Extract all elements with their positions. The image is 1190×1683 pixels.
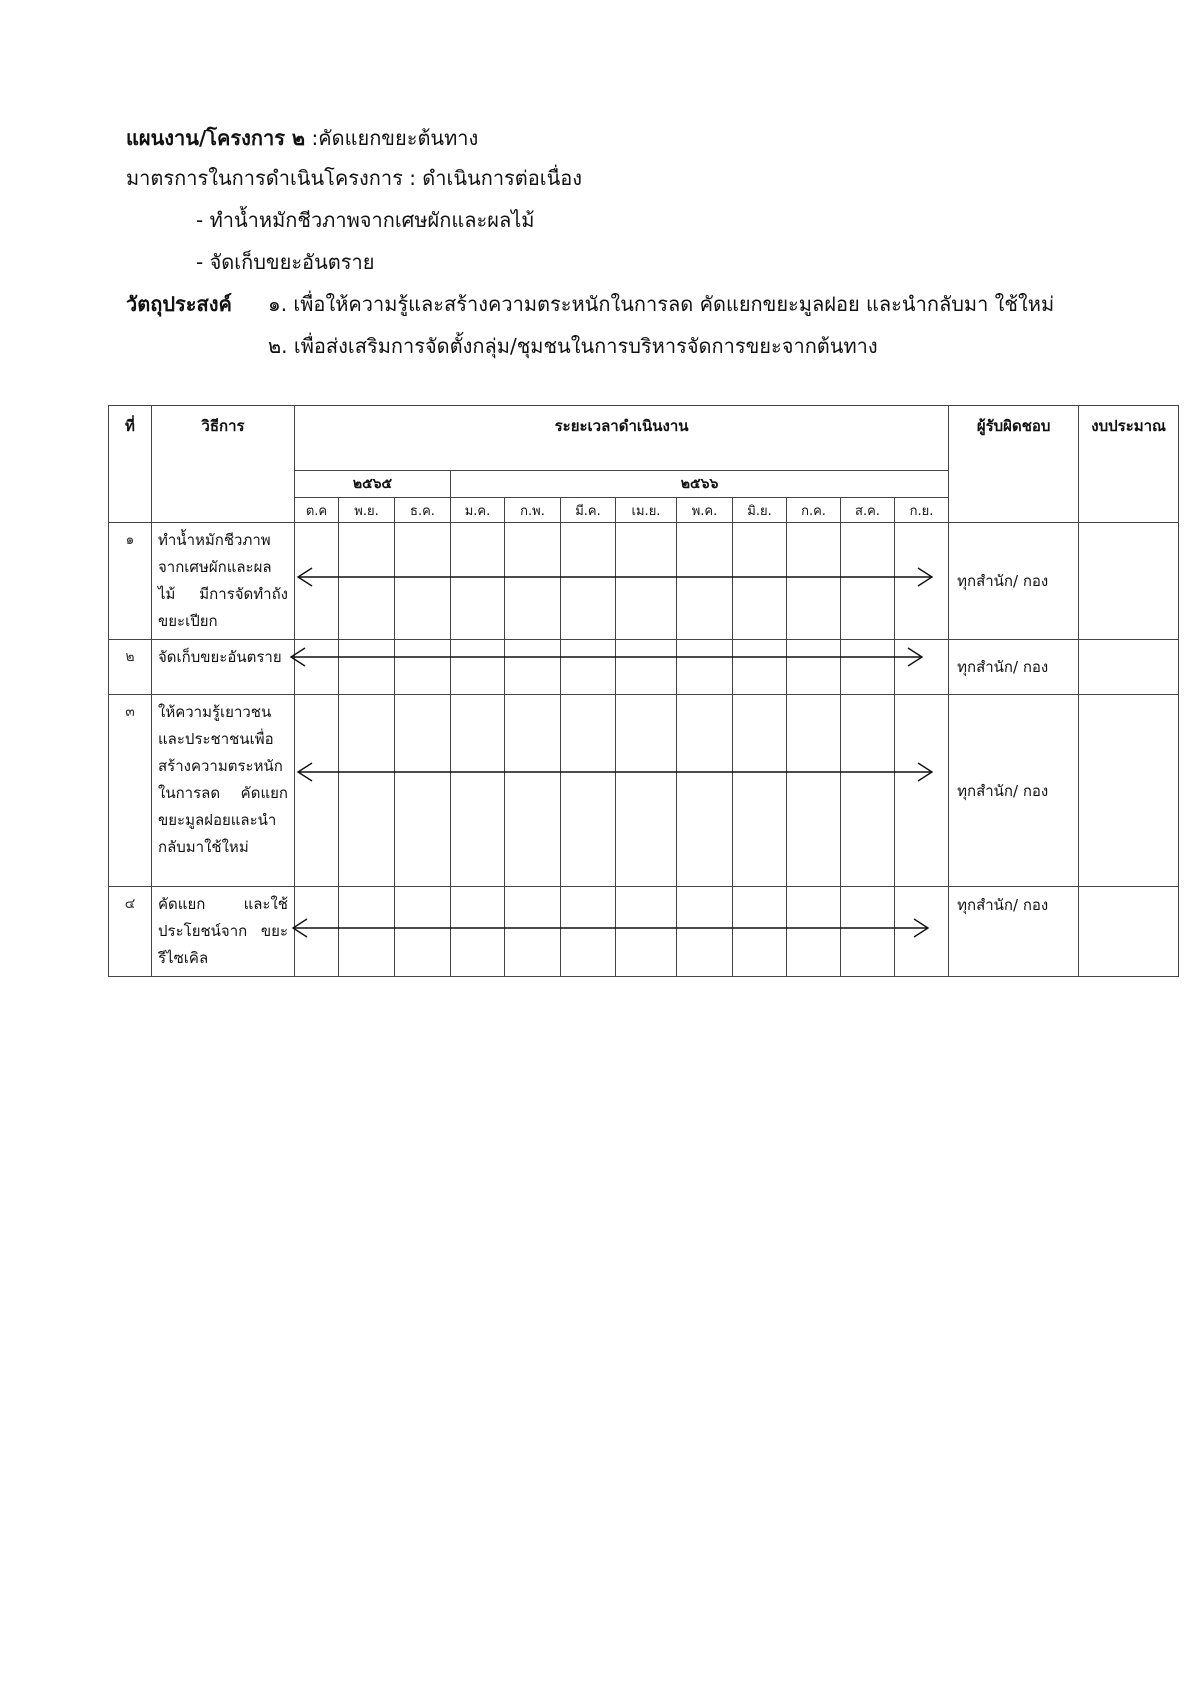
row-responsible: ทุกสำนัก/ กอง	[949, 887, 1079, 977]
header-month: ธ.ค.	[395, 498, 451, 523]
header-month: ต.ค	[295, 498, 339, 523]
header-month: ส.ค.	[841, 498, 895, 523]
plan-heading	[126, 122, 478, 154]
table-row	[109, 887, 1179, 977]
header-month: ม.ค.	[451, 498, 505, 523]
measures-line: มาตรการในการดำเนินโครงการ : ดำเนินการต่อเนื่อง	[126, 166, 583, 190]
header-month: มิ.ย.	[733, 498, 787, 523]
row-responsible: ทุกสำนัก/ กอง	[949, 640, 1079, 695]
row-number: ๓	[109, 695, 152, 887]
header-year: ๒๕๖๕	[295, 471, 451, 498]
measure-item: - จัดเก็บขยะอันตราย	[196, 250, 375, 274]
objective-line-2: ๒. เพื่อส่งเสริมการจัดตั้งกลุ่ม/ชุมชนในการบริหารจัดการขยะจากต้นทาง	[268, 334, 878, 358]
header-month: ก.ย.	[895, 498, 949, 523]
plan-title: :คัดแยกขยะต้นทาง	[305, 126, 479, 150]
header-month: พ.ย.	[339, 498, 395, 523]
objective-text: ๑. เพื่อให้ความรู้และสร้างความตระหนักในการลด คัดแยกขยะมูลฝอย และนำกลับมา ใช้ใหม่	[268, 292, 1055, 316]
row-method: คัดแยก และใช้ประโยชน์จาก ขยะรีไซเคิล	[152, 887, 295, 977]
row-number: ๑	[109, 523, 152, 640]
header-budget: งบประมาณ	[1079, 406, 1179, 523]
header-year: ๒๕๖๖	[451, 471, 949, 498]
header-month: เม.ย.	[616, 498, 677, 523]
header-month: มี.ค.	[561, 498, 616, 523]
row-budget	[1079, 695, 1179, 887]
row-budget	[1079, 640, 1179, 695]
header-month: ก.พ.	[505, 498, 561, 523]
table-row	[109, 640, 1179, 695]
table-row	[109, 695, 1179, 887]
row-method: จัดเก็บขยะอันตราย	[152, 640, 295, 695]
objective-label: วัตถุประสงค์	[126, 292, 232, 316]
row-budget	[1079, 887, 1179, 977]
plan-table	[108, 405, 1179, 977]
row-responsible: ทุกสำนัก/ กอง	[949, 695, 1079, 887]
row-responsible: ทุกสำนัก/ กอง	[949, 523, 1079, 640]
row-budget	[1079, 523, 1179, 640]
table-row	[109, 523, 1179, 640]
measure-item: - ทำน้ำหมักชีวภาพจากเศษผักและผลไม้	[196, 208, 535, 232]
plan-label: แผนงาน/โครงการ ๒	[126, 126, 306, 150]
row-method: ทำน้ำหมักชีวภาพจากเศษผักและผลไม้ มีการจัดทำถังขยะเปียก	[152, 523, 295, 640]
header-period: ระยะเวลาดำเนินงาน	[295, 406, 949, 471]
row-number: ๔	[109, 887, 152, 977]
header-method: วิธีการ	[152, 406, 295, 523]
header-no: ที่	[109, 406, 152, 523]
header-month: ก.ค.	[787, 498, 841, 523]
row-number: ๒	[109, 640, 152, 695]
header-responsible: ผู้รับผิดชอบ	[949, 406, 1079, 523]
header-month: พ.ค.	[677, 498, 733, 523]
row-method: ให้ความรู้เยาวชนและประชาชนเพื่อสร้างความตระหนักในการลด คัดแยกขยะมูลฝอยและนำกลับมาใช้ใหม่	[152, 695, 295, 887]
objective-line-1	[126, 288, 1054, 320]
